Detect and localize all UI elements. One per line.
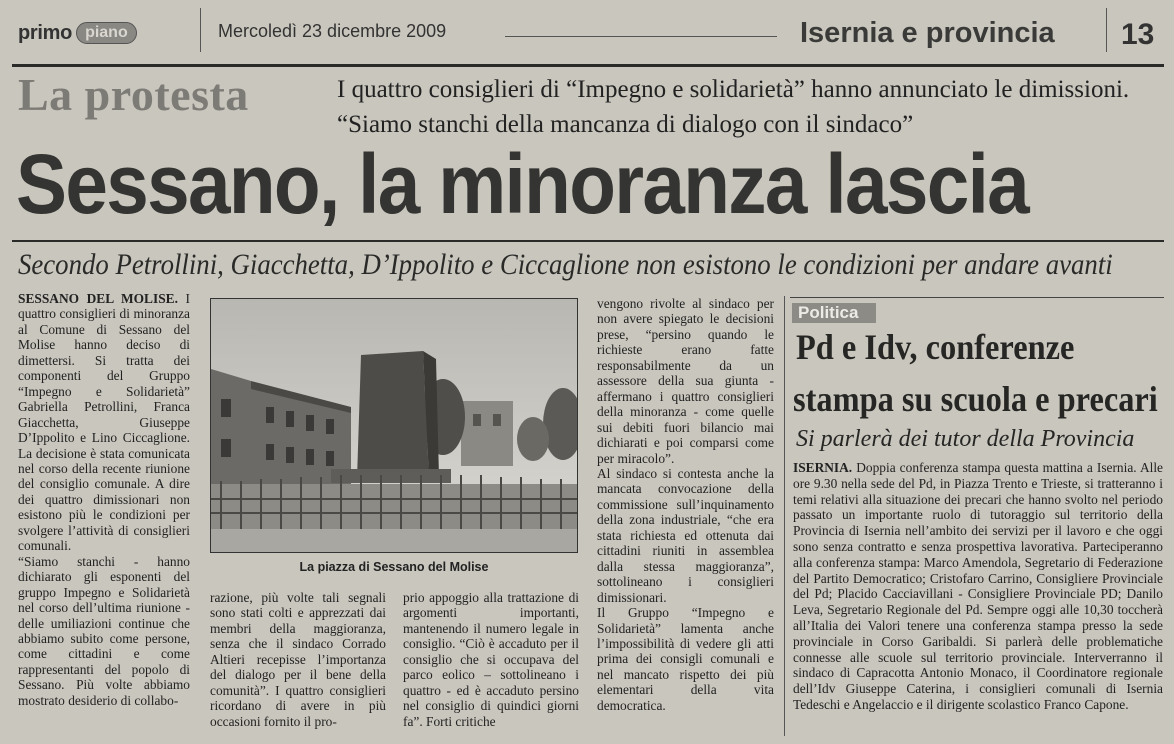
piazza-photo-graphic	[211, 299, 577, 552]
dateline: SESSANO DEL MOLISE.	[18, 291, 178, 306]
side-article-divider	[784, 296, 785, 736]
headline: Sessano, la minoranza lascia	[16, 137, 1029, 231]
section-tag: Politica	[792, 303, 876, 323]
side-article-top-rule	[790, 297, 1164, 298]
article-column-4	[597, 296, 774, 713]
piazza-photo	[210, 298, 578, 553]
section-logo-piano: piano	[76, 22, 137, 44]
masthead-rule	[505, 36, 777, 37]
col4-paragraph-2: Al sindaco si contesta anche la mancata convocazione della commissione sull’inquinamento della zona industriale, “che era stata richiesta ed ottenuta dai cittadini riuniti in assemblea dalla stessa maggioranza”, sottolineano i consiglieri dimissionari.	[597, 465, 774, 605]
side-headline-line-1: Pd e Idv, conferenze	[796, 327, 1075, 367]
side-dateline: ISERNIA.	[793, 460, 853, 475]
col1-lead: I quattro consiglieri di minoranza al Comune di Sessano del Molise hanno deciso di dimettersi. Si tratta dei componenti del Gruppo “Impegno e Solidarietà” Gabriella Petrollini, Franca Giacchetta, Giuseppe D’Ippolito e Lino Ciccaglione. La decisione è stata comunicata nel corso della recente riunione del consiglio comunale. A dire dei quattro dimissionari non esistono più le condizioni per svolgere l’attività di consiglieri comunali.	[18, 291, 190, 554]
col4-paragraph-3: Il Gruppo “Impegno e Solidarietà” lamenta anche l’impossibilità di vedere gli atti prima dei consigli comunali e nel mancato rispetto dei più elementari della vita democratica.	[597, 605, 774, 713]
page-number-divider	[1106, 8, 1107, 52]
col4-paragraph-1: vengono rivolte al sindaco per non avere spiegato le decisioni prese, “persino quando le richieste erano fatte responsabilmente da un assessore della sua giunta - affermano i quattro consiglieri della minoranza - come quelle sui debiti fuori bilancio mai dichiarati e poi comparsi come per miracolo”.	[597, 296, 774, 466]
section-logo	[18, 18, 137, 48]
side-subheadline: Si parlerà dei tutor della Provincia	[796, 426, 1135, 452]
side-article-body	[793, 460, 1163, 713]
issue-date: Mercoledì 23 dicembre 2009	[218, 21, 447, 41]
article-column-1	[18, 291, 190, 708]
header-rule	[12, 64, 1164, 67]
side-headline-line-2: stampa su scuola e precari	[793, 379, 1158, 419]
article-column-2: razione, più volte tali segnali sono stati colti e apprezzati dai membri della maggioranza, senza che il sindaco Corrado Altieri recepisse l’importanza del dialogo per il bene della comunità”. I quattro consiglieri ricordano di avere in più occasioni fornito il pro-	[210, 590, 386, 729]
subheadline: Secondo Petrollini, Giacchetta, D’Ippolito e Ciccaglione non esistono le condizioni per andare avanti	[18, 248, 1113, 281]
region-title: Isernia e provincia	[800, 17, 1055, 49]
headline-rule	[12, 240, 1164, 242]
article-column-3: prio appoggio alla trattazione di argomenti importanti, mantenendo il numero legale in consiglio. “Ciò è accaduto per il consiglio che si occupava del parco eolico – sottolineano i quattro - ed è accaduto persino nel consiglio di quindici giorni fa”. Forti critiche	[403, 590, 579, 729]
col1-paragraph-2: “Siamo stanchi - hanno dichiarato gli esponenti del gruppo Impegno e Solidarietà nel corso dell’ultima riunione - delle umiliazioni continue che abbiamo subito come persone, come cittadini e come rappresentanti del popolo di Sessano. Più volte abbiamo mostrato desiderio di collabo-	[18, 553, 190, 708]
masthead-divider	[200, 8, 201, 52]
deck: I quattro consiglieri di “Impegno e solidarietà” hanno annunciato le dimissioni. “Siamo stanchi della mancanza di dialogo con il sindaco”	[337, 76, 1130, 138]
page-number: 13	[1121, 18, 1155, 51]
section-logo-primo: primo	[18, 21, 73, 44]
kicker: La protesta	[18, 69, 249, 120]
photo-caption: La piazza di Sessano del Molise	[299, 560, 489, 574]
side-body-text: Doppia conferenza stampa questa mattina a Isernia. Alle ore 9.30 nella sede del Pd, in Piazza Trento e Trieste, si tratteranno i temi relativi alla situazione dei precari che hanno svolto nel periodo passato un importante ruolo di tutoraggio sul territorio della Provincia di Isernia nell’ambito dei servizi per il lavoro e che oggi sono senza contratto e senza prospettiva lavorativa. Parteciperanno alla conferenza stampa: Marco Amendola, Segretario di Federazione del Partito Democratico; Cristofaro Carrino, Consigliere Provinciale del Pd; Placido Cacciavillani - Consigliere Provinciale PD; Danilo Leva, Segretario Regionale del Pd. Sempre oggi alle 10,30 toccherà all’Italia dei Valori tenere una conferenza stampa presso la sede provinciale in Corso Garibaldi. Si parlerà delle problematiche connesse alle scuole sul territorio provinciale. Interverranno il sindaco di Capracotta Antonio Monaco, il Coordinatore regionale dell’Idv Giuseppe Caterina, i consiglieri comunali di Isernia Tedeschi e Angelaccio e il dirigente scolastico Franco Capone.	[793, 460, 1163, 712]
